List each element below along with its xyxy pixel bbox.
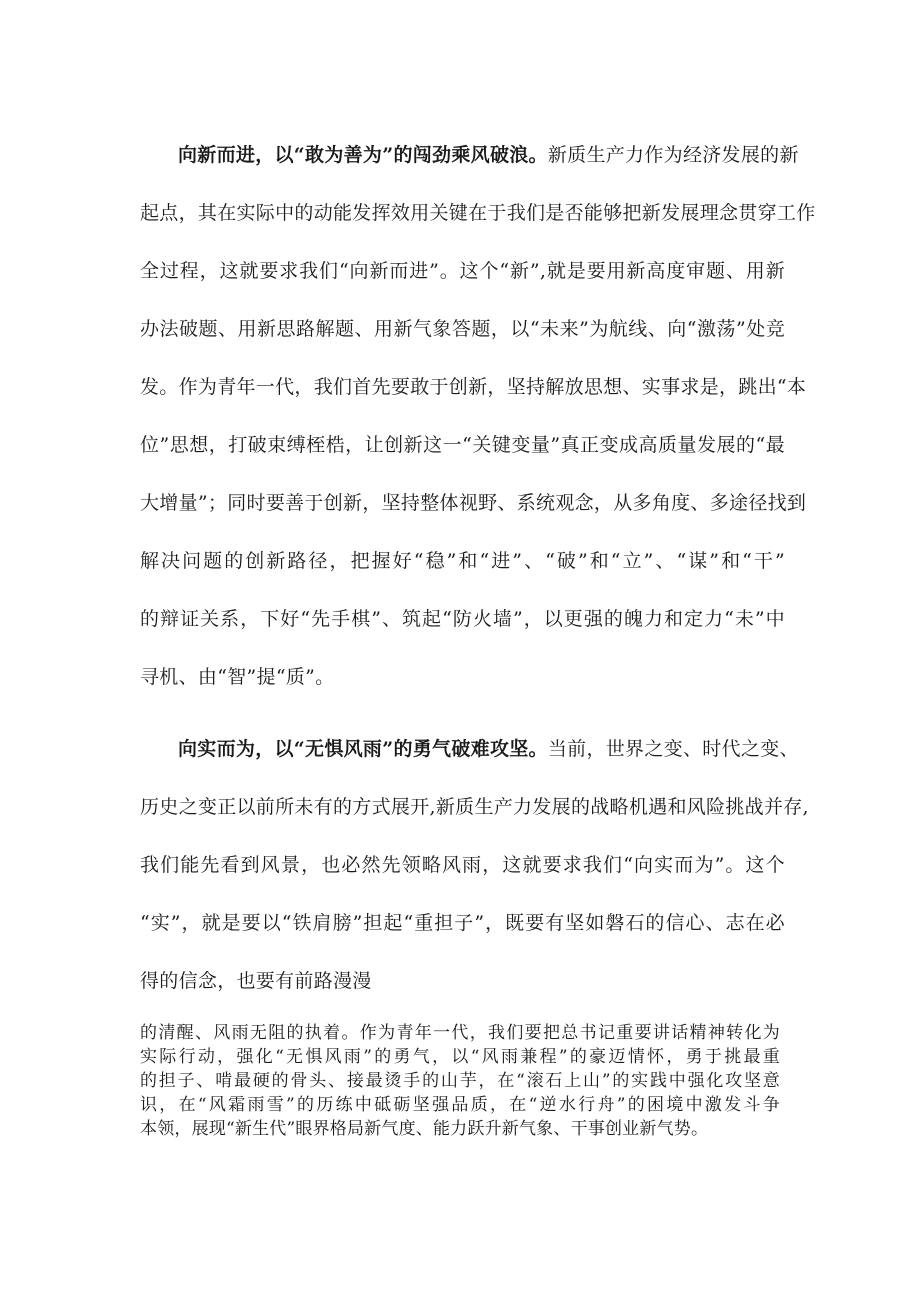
paragraph-2-line-3: 我们能先看到风景，也必然先领略风雨，这就要求我们“向实而为”。这个 — [140, 854, 785, 876]
paragraph-1-line-8: 解决问题的创新路径，把握好“稳”和“进”、“破”和“立”、“谋”和“干” — [140, 550, 785, 572]
paragraph-2-line-4: “实”，就是要以“铁肩膀”担起“重担子”，既要有坚如磐石的信心、志在必 — [140, 912, 785, 934]
paragraph-1-line-9: 的辩证关系，下好“先手棋”、筑起“防火墙”，以更强的魄力和定力“未”中 — [140, 608, 785, 630]
paragraph-1-line-3: 全过程，这就要求我们“向新而进”。这个“新”,就是要用新高度审题、用新 — [140, 260, 785, 282]
paragraph-3-line-2: 实际行动，强化“无惧风雨”的勇气，以“风雨兼程”的豪迈情怀，勇于挑最重 — [140, 1047, 780, 1067]
paragraph-2-heading: 向实而为，以“无惧风雨”的勇气破难攻坚。 — [178, 738, 548, 760]
paragraph-1-line-5: 发。作为青年一代，我们首先要敢于创新，坚持解放思想、实事求是，跳出“本 — [140, 376, 807, 398]
paragraph-2-line-1-text: 当前，世界之变、时代之变、 — [547, 738, 799, 760]
paragraph-1-heading: 向新而进，以“敢为善为”的闯劲乘风破浪。 — [178, 144, 548, 166]
paragraph-3-line-5: 本领，展现“新生代”眼界格局新气度、能力跃升新气象、干事创业新气势。 — [140, 1119, 709, 1139]
paragraph-1-line-7: 大增量”；同时要善于创新，坚持整体视野、系统观念，从多角度、多途径找到 — [140, 492, 807, 514]
paragraph-3-line-3: 的担子、啃最硬的骨头、接最烫手的山芋，在“滚石上山”的实践中强化攻坚意 — [140, 1071, 780, 1091]
paragraph-1-line-1 — [178, 143, 799, 167]
paragraph-2-line-5: 得的信念，也要有前路漫漫 — [140, 970, 372, 992]
paragraph-2-line-1 — [178, 737, 799, 761]
paragraph-1-line-2: 起点，其在实际中的动能发挥效用关键在于我们是否能够把新发展理念贯穿工作 — [140, 202, 816, 224]
paragraph-3-line-4: 识，在“风霜雨雪”的历练中砥砺坚强品质，在“逆水行舟”的困境中激发斗争 — [140, 1095, 780, 1115]
paragraph-1-line-6: 位”思想，打破束缚桎梏，让创新这一“关键变量”真正变成高质量发展的“最 — [140, 434, 785, 456]
paragraph-2-line-2: 历史之变正以前所未有的方式展开,新质生产力发展的战略机遇和风险挑战并存, — [140, 796, 809, 818]
paragraph-3-line-1: 的清醒、风雨无阻的执着。作为青年一代，我们要把总书记重要讲话精神转化为 — [140, 1023, 780, 1043]
paragraph-1-line-4: 办法破题、用新思路解题、用新气象答题，以“未来”为航线、向“激荡”处竞 — [140, 318, 785, 340]
paragraph-1-line-1-text: 新质生产力作为经济发展的新 — [547, 144, 799, 166]
paragraph-1-line-10: 寻机、由“智”提“质”。 — [140, 666, 335, 688]
